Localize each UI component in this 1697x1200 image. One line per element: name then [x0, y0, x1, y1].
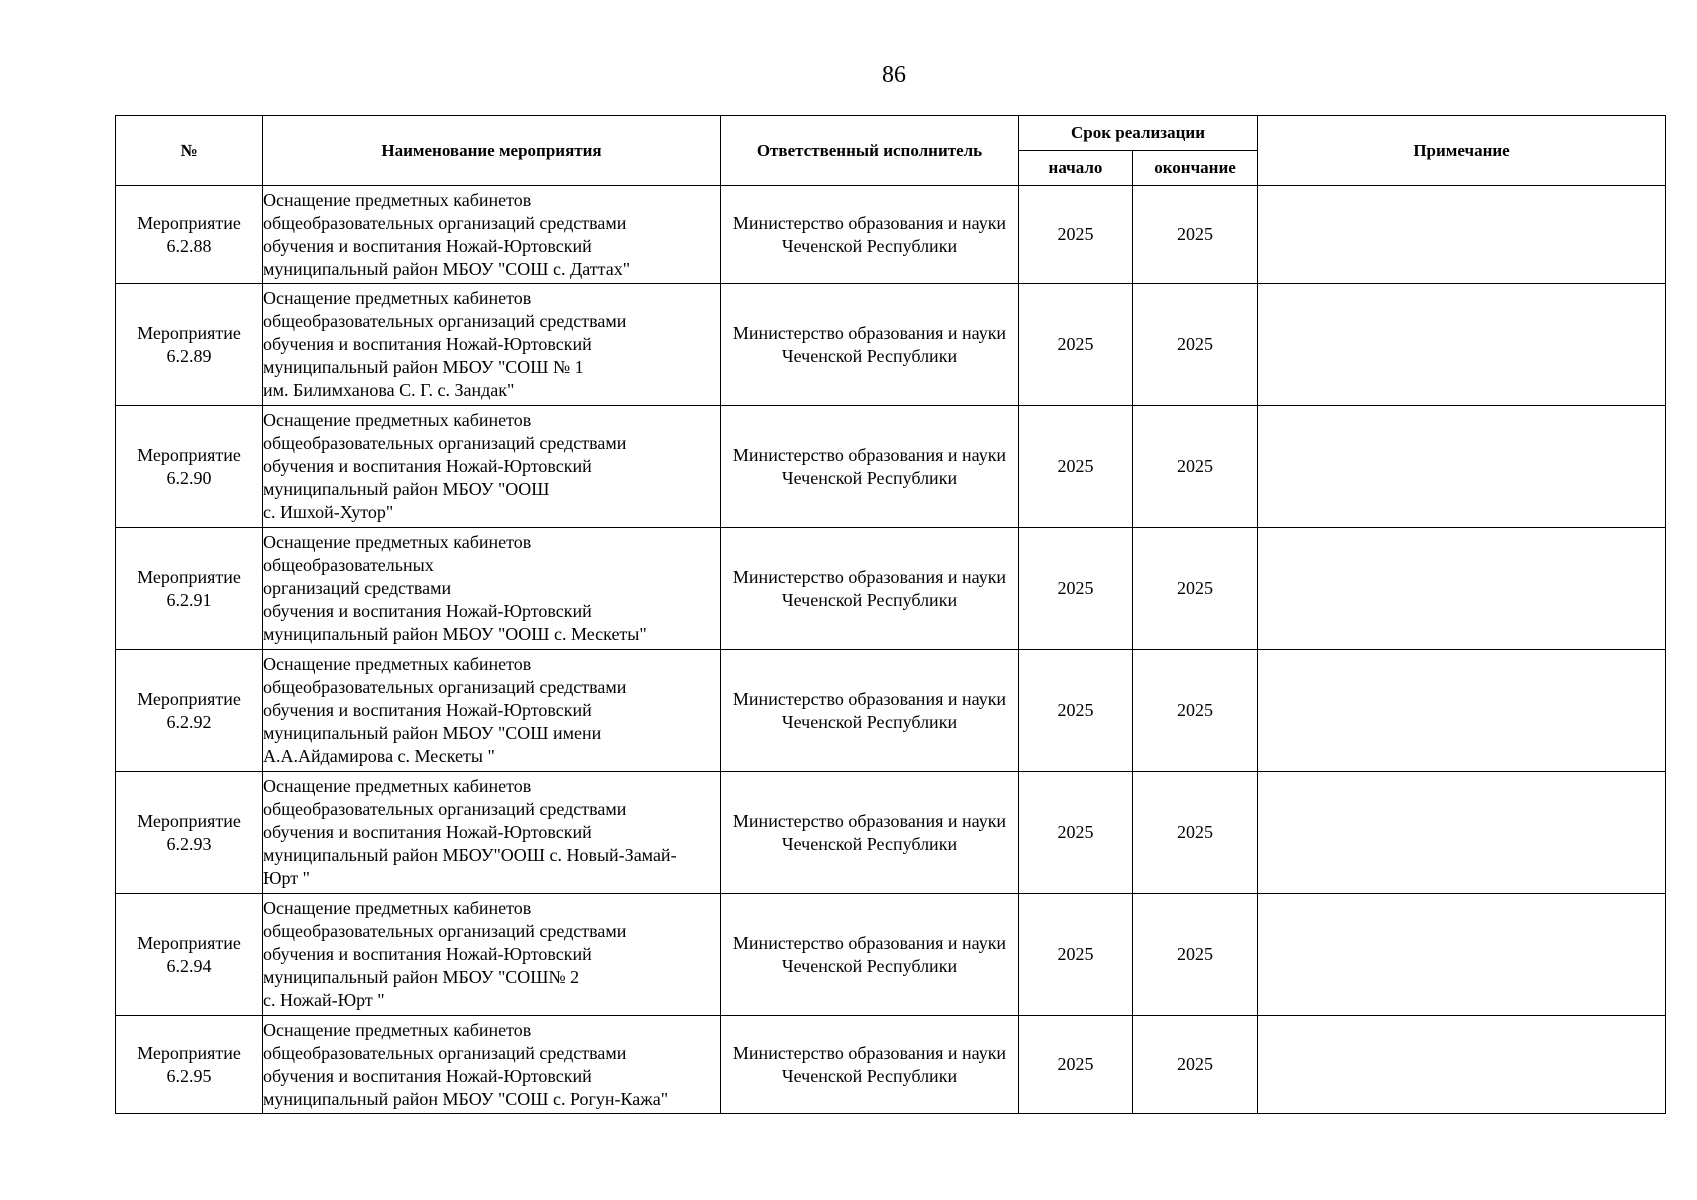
event-name-line: муниципальный район МБОУ "СОШ с. Даттах" [263, 258, 631, 279]
event-number-code: 6.2.93 [166, 833, 212, 854]
header-note: Примечание [1258, 116, 1666, 186]
events-table [115, 115, 1666, 1114]
event-name-cell [263, 1016, 721, 1114]
event-name-line: общеобразовательных организаций средствами [263, 1042, 627, 1063]
end-year-cell: 2025 [1133, 406, 1258, 528]
event-number-label: Мероприятие [137, 810, 241, 831]
event-name-line: муниципальный район МБОУ "СОШ№ 2 [263, 967, 580, 987]
header-end: окончание [1133, 151, 1258, 186]
event-name-line: с. Ишхой-Хутор" [263, 502, 394, 522]
executor-cell [721, 406, 1019, 528]
event-number-cell [116, 650, 263, 772]
event-name-line: общеобразовательных организаций средствами [263, 311, 627, 331]
executor-cell [721, 528, 1019, 650]
table-header [116, 116, 1666, 186]
event-name-line: обучения и воспитания Ножай-Юртовский [263, 235, 592, 256]
event-name-line: муниципальный район МБОУ "ООШ с. Мескеты" [263, 624, 647, 644]
executor-cell [721, 772, 1019, 894]
event-number-cell [116, 186, 263, 284]
event-number-cell [116, 406, 263, 528]
event-name-line: Оснащение предметных кабинетов [263, 288, 532, 308]
event-number-code: 6.2.90 [166, 467, 212, 488]
event-name-line: муниципальный район МБОУ "ООШ [263, 479, 550, 499]
start-year-cell: 2025 [1019, 894, 1133, 1016]
event-name-cell [263, 772, 721, 894]
event-name-line: общеобразовательных организаций средствами [263, 212, 627, 233]
event-number-code: 6.2.92 [166, 711, 212, 732]
event-name-line: организаций средствами [263, 578, 452, 598]
event-name-line: Юрт " [263, 868, 310, 888]
event-name-line: муниципальный район МБОУ "СОШ № 1 [263, 357, 584, 377]
end-year-cell: 2025 [1133, 284, 1258, 406]
event-name-line: Оснащение предметных кабинетов [263, 898, 532, 918]
executor-cell [721, 284, 1019, 406]
event-name-cell [263, 406, 721, 528]
event-name-line: Оснащение предметных кабинетов [263, 189, 532, 210]
event-name-line: Оснащение предметных кабинетов [263, 1019, 532, 1040]
start-year-cell: 2025 [1019, 284, 1133, 406]
table-row [116, 1016, 1666, 1114]
table-row [116, 650, 1666, 772]
table-body [116, 186, 1666, 1114]
event-name-line: обучения и воспитания Ножай-Юртовский [263, 1065, 592, 1086]
note-cell [1258, 1016, 1666, 1114]
executor-line: Чеченской Республики [781, 1065, 958, 1086]
event-number-label: Мероприятие [137, 932, 241, 953]
page-number: 86 [882, 62, 906, 88]
event-name-cell [263, 186, 721, 284]
event-number-label: Мероприятие [137, 444, 241, 465]
event-name-line: обучения и воспитания Ножай-Юртовский [263, 601, 592, 621]
executor-line: Министерство образования и науки [732, 810, 1007, 831]
executor-line: Чеченской Республики [781, 955, 958, 976]
executor-line: Чеченской Республики [781, 235, 958, 256]
end-year-cell: 2025 [1133, 894, 1258, 1016]
end-year-cell: 2025 [1133, 650, 1258, 772]
event-number-cell [116, 528, 263, 650]
start-year-cell: 2025 [1019, 772, 1133, 894]
header-period: Срок реализации [1019, 116, 1258, 151]
event-name-line: им. Билимханова С. Г. с. Зандак" [263, 380, 515, 400]
table-row [116, 528, 1666, 650]
event-number-cell [116, 284, 263, 406]
executor-line: Чеченской Республики [781, 711, 958, 732]
note-cell [1258, 186, 1666, 284]
table-row [116, 772, 1666, 894]
event-name-line: муниципальный район МБОУ "СОШ с. Рогун-Кажа" [263, 1088, 669, 1109]
event-name-line: Оснащение предметных кабинетов [263, 776, 532, 796]
event-name-line: Оснащение предметных кабинетов [263, 410, 532, 430]
executor-cell [721, 186, 1019, 284]
start-year-cell: 2025 [1019, 528, 1133, 650]
event-name-line: с. Ножай-Юрт " [263, 990, 385, 1010]
table-row [116, 406, 1666, 528]
header-event-name: Наименование мероприятия [263, 116, 721, 186]
event-name-line: Оснащение предметных кабинетов [263, 654, 532, 674]
event-name-line: обучения и воспитания Ножай-Юртовский [263, 700, 592, 720]
executor-line: Чеченской Республики [781, 589, 958, 610]
executor-line: Министерство образования и науки [732, 688, 1007, 709]
note-cell [1258, 528, 1666, 650]
event-name-line: общеобразовательных [263, 555, 434, 575]
note-cell [1258, 406, 1666, 528]
executor-cell [721, 894, 1019, 1016]
event-name-line: общеобразовательных организаций средствами [263, 799, 627, 819]
event-number-cell [116, 772, 263, 894]
note-cell [1258, 650, 1666, 772]
executor-line: Министерство образования и науки [732, 1042, 1007, 1063]
event-number-label: Мероприятие [137, 688, 241, 709]
end-year-cell: 2025 [1133, 528, 1258, 650]
note-cell [1258, 772, 1666, 894]
executor-line: Чеченской Республики [781, 467, 958, 488]
start-year-cell: 2025 [1019, 1016, 1133, 1114]
note-cell [1258, 284, 1666, 406]
event-number-cell [116, 894, 263, 1016]
event-name-line: общеобразовательных организаций средствами [263, 433, 627, 453]
event-number-code: 6.2.89 [166, 345, 212, 366]
header-executor: Ответственный исполнитель [721, 116, 1019, 186]
executor-line: Чеченской Республики [781, 345, 958, 366]
event-number-code: 6.2.88 [166, 235, 212, 256]
executor-cell [721, 1016, 1019, 1114]
end-year-cell: 2025 [1133, 772, 1258, 894]
event-name-line: А.А.Айдамирова с. Мескеты " [263, 746, 495, 766]
executor-line: Министерство образования и науки [732, 212, 1007, 233]
header-number: № [116, 116, 263, 186]
executor-line: Министерство образования и науки [732, 444, 1007, 465]
event-number-cell [116, 1016, 263, 1114]
event-number-code: 6.2.95 [166, 1065, 212, 1086]
event-name-cell [263, 894, 721, 1016]
executor-line: Министерство образования и науки [732, 932, 1007, 953]
event-name-line: общеобразовательных организаций средствами [263, 921, 627, 941]
event-name-line: общеобразовательных организаций средствами [263, 677, 627, 697]
event-number-label: Мероприятие [137, 322, 241, 343]
start-year-cell: 2025 [1019, 406, 1133, 528]
event-number-label: Мероприятие [137, 212, 241, 233]
executor-line: Министерство образования и науки [732, 322, 1007, 343]
start-year-cell: 2025 [1019, 650, 1133, 772]
event-name-line: обучения и воспитания Ножай-Юртовский [263, 822, 592, 842]
executor-cell [721, 650, 1019, 772]
executor-line: Чеченской Республики [781, 833, 958, 854]
event-name-cell [263, 284, 721, 406]
table-row [116, 284, 1666, 406]
event-number-code: 6.2.91 [166, 589, 212, 610]
executor-line: Министерство образования и науки [732, 566, 1007, 587]
event-name-line: обучения и воспитания Ножай-Юртовский [263, 456, 592, 476]
event-name-cell [263, 528, 721, 650]
event-name-line: обучения и воспитания Ножай-Юртовский [263, 944, 592, 964]
event-name-cell [263, 650, 721, 772]
event-name-line: обучения и воспитания Ножай-Юртовский [263, 334, 592, 354]
event-number-code: 6.2.94 [166, 955, 212, 976]
event-name-line: Оснащение предметных кабинетов [263, 532, 532, 552]
event-number-label: Мероприятие [137, 566, 241, 587]
event-name-line: муниципальный район МБОУ "СОШ имени [263, 723, 602, 743]
event-name-line: муниципальный район МБОУ"ООШ с. Новый-Замай- [263, 845, 677, 865]
note-cell [1258, 894, 1666, 1016]
table-row [116, 894, 1666, 1016]
end-year-cell: 2025 [1133, 186, 1258, 284]
table-row [116, 186, 1666, 284]
event-number-label: Мероприятие [137, 1042, 241, 1063]
header-start: начало [1019, 151, 1133, 186]
start-year-cell: 2025 [1019, 186, 1133, 284]
end-year-cell: 2025 [1133, 1016, 1258, 1114]
